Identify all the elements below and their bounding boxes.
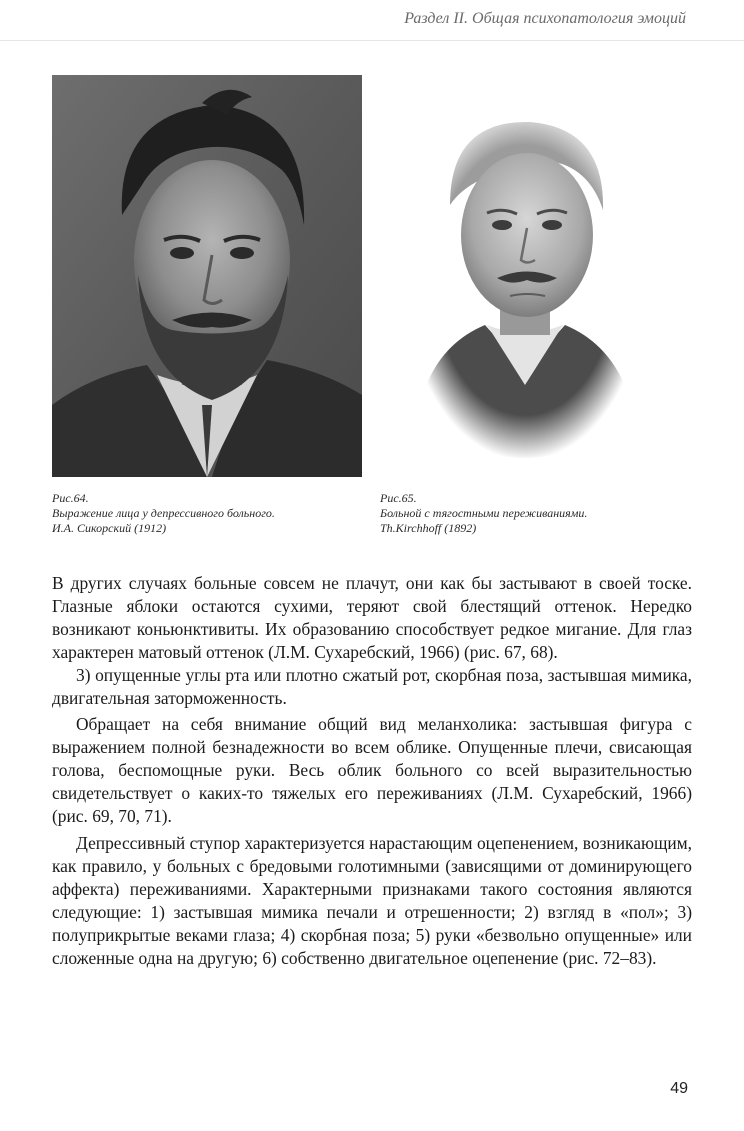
running-head: Раздел II. Общая психопатология эмоций: [404, 10, 686, 27]
figure-65-credit: Th.Kirchhoff (1892): [380, 521, 477, 535]
figure-65-label: Рис.65.: [380, 491, 417, 505]
body-text: [52, 572, 692, 969]
figure-65-caption: [380, 491, 587, 536]
figure-65-caption-text: Больной с тягостными переживаниями.: [380, 506, 588, 520]
paragraph: В других случаях больные совсем не плачут, они как бы застывают в своей тоске. Глазные яблоки остаются сухими, теряют свой блестящий оттенок. Нередко возникают коньюнктивиты. Их образованию способствует редкое мигание. Для глаз характерен матовый оттенок (Л.М. Сухаребский, 1966) (рис. 67, 68).: [52, 573, 692, 662]
paragraph: Депрессивный ступор характеризуется нарастающим оцепенением, возникающим, как правило, у больных с бредовыми голотимными (зависящими от доминирующего аффекта) переживаниями. Характерными признаками такого состояния являются следующие: 1) застывшая мимика печали и отрешенности; 2) взгляд в «пол»; 3) полуприкрытые веками глаза; 4) скорбная поза; 5) руки «безвольно опущенные» или сложенные одна на другую; 6) собственно двигательное оцепенение (рис. 72–83).: [52, 832, 692, 968]
figure-64-label: Рис.64.: [52, 491, 89, 505]
figure-65-photo: [405, 100, 645, 460]
figure-64-caption: [52, 491, 275, 536]
header-rule: [0, 40, 744, 41]
paragraph: 3) опущенные углы рта или плотно сжатый рот, скорбная поза, застывшая мимика, двигательная заторможенность.: [52, 664, 692, 708]
page-number: 49: [670, 1080, 688, 1097]
figure-64-photo: [52, 75, 362, 477]
figure-64-caption-text: Выражение лица у депрессивного больного.: [52, 506, 275, 520]
paragraph: Обращает на себя внимание общий вид меланхолика: застывшая фигура с выражением полной безнадежности во всем облике. Опущенные плечи, свисающая голова, беспомощные руки. Весь облик больного со всей выразительностью свидетельствует о каких-то тяжелых его переживаниях (Л.М. Сухаребский, 1966) (рис. 69, 70, 71).: [52, 714, 692, 827]
figure-64-credit: И.А. Сикорский (1912): [52, 521, 167, 535]
